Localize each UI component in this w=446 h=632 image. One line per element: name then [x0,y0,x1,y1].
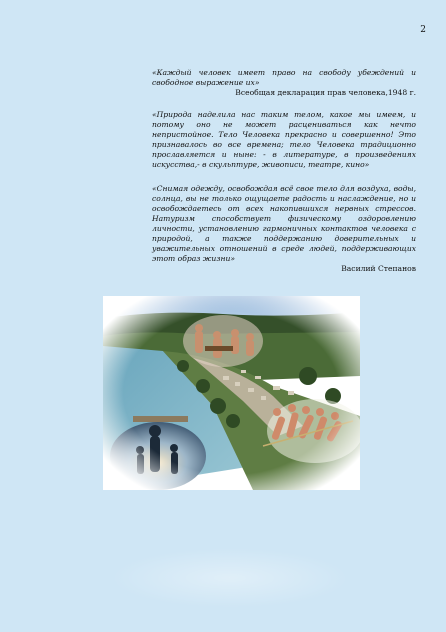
quote-text: «Снимая одежду, освобождая всё свое тело для воздуха, воды, солнца, вы не только ощущаете радость и наслаждение, но и освобождаетесь от всех накопившихся нервных стрессов. Натуризм способствует физическому оздоровлению личности, установлению гармоничных контактов человека с природой, а также поддержанию доверительных и уважительных отношений в среде людей, поддерживающих этот образ жизни» [152,184,416,263]
photo-collage [103,296,360,490]
page-number: 2 [420,25,426,35]
quote-text: «Природа наделила нас таким телом, какое мы имеем, и потому оно не может расцениваться как нечто непристойное. Тело Человека прекрасно и совершенно! Это признавалось во все времена; тело Человека традиционно прославляется и ныне: - в литературе, в произведениях искусства,- в скульптуре, живописи, театре, кино» [152,110,416,169]
quote-nature-body [152,110,416,170]
photo-collage-image [103,296,360,490]
quote-source: Василий Степанов [341,264,416,273]
quote-declaration [152,68,416,98]
quote-source: Всеобщая декларация прав человека,1948 г. [235,88,416,97]
quote-stepanov [152,184,416,274]
quote-text: «Каждый человек имеет право на свободу убеждений и свободное выражение их» [152,68,416,87]
watermark [110,548,350,608]
